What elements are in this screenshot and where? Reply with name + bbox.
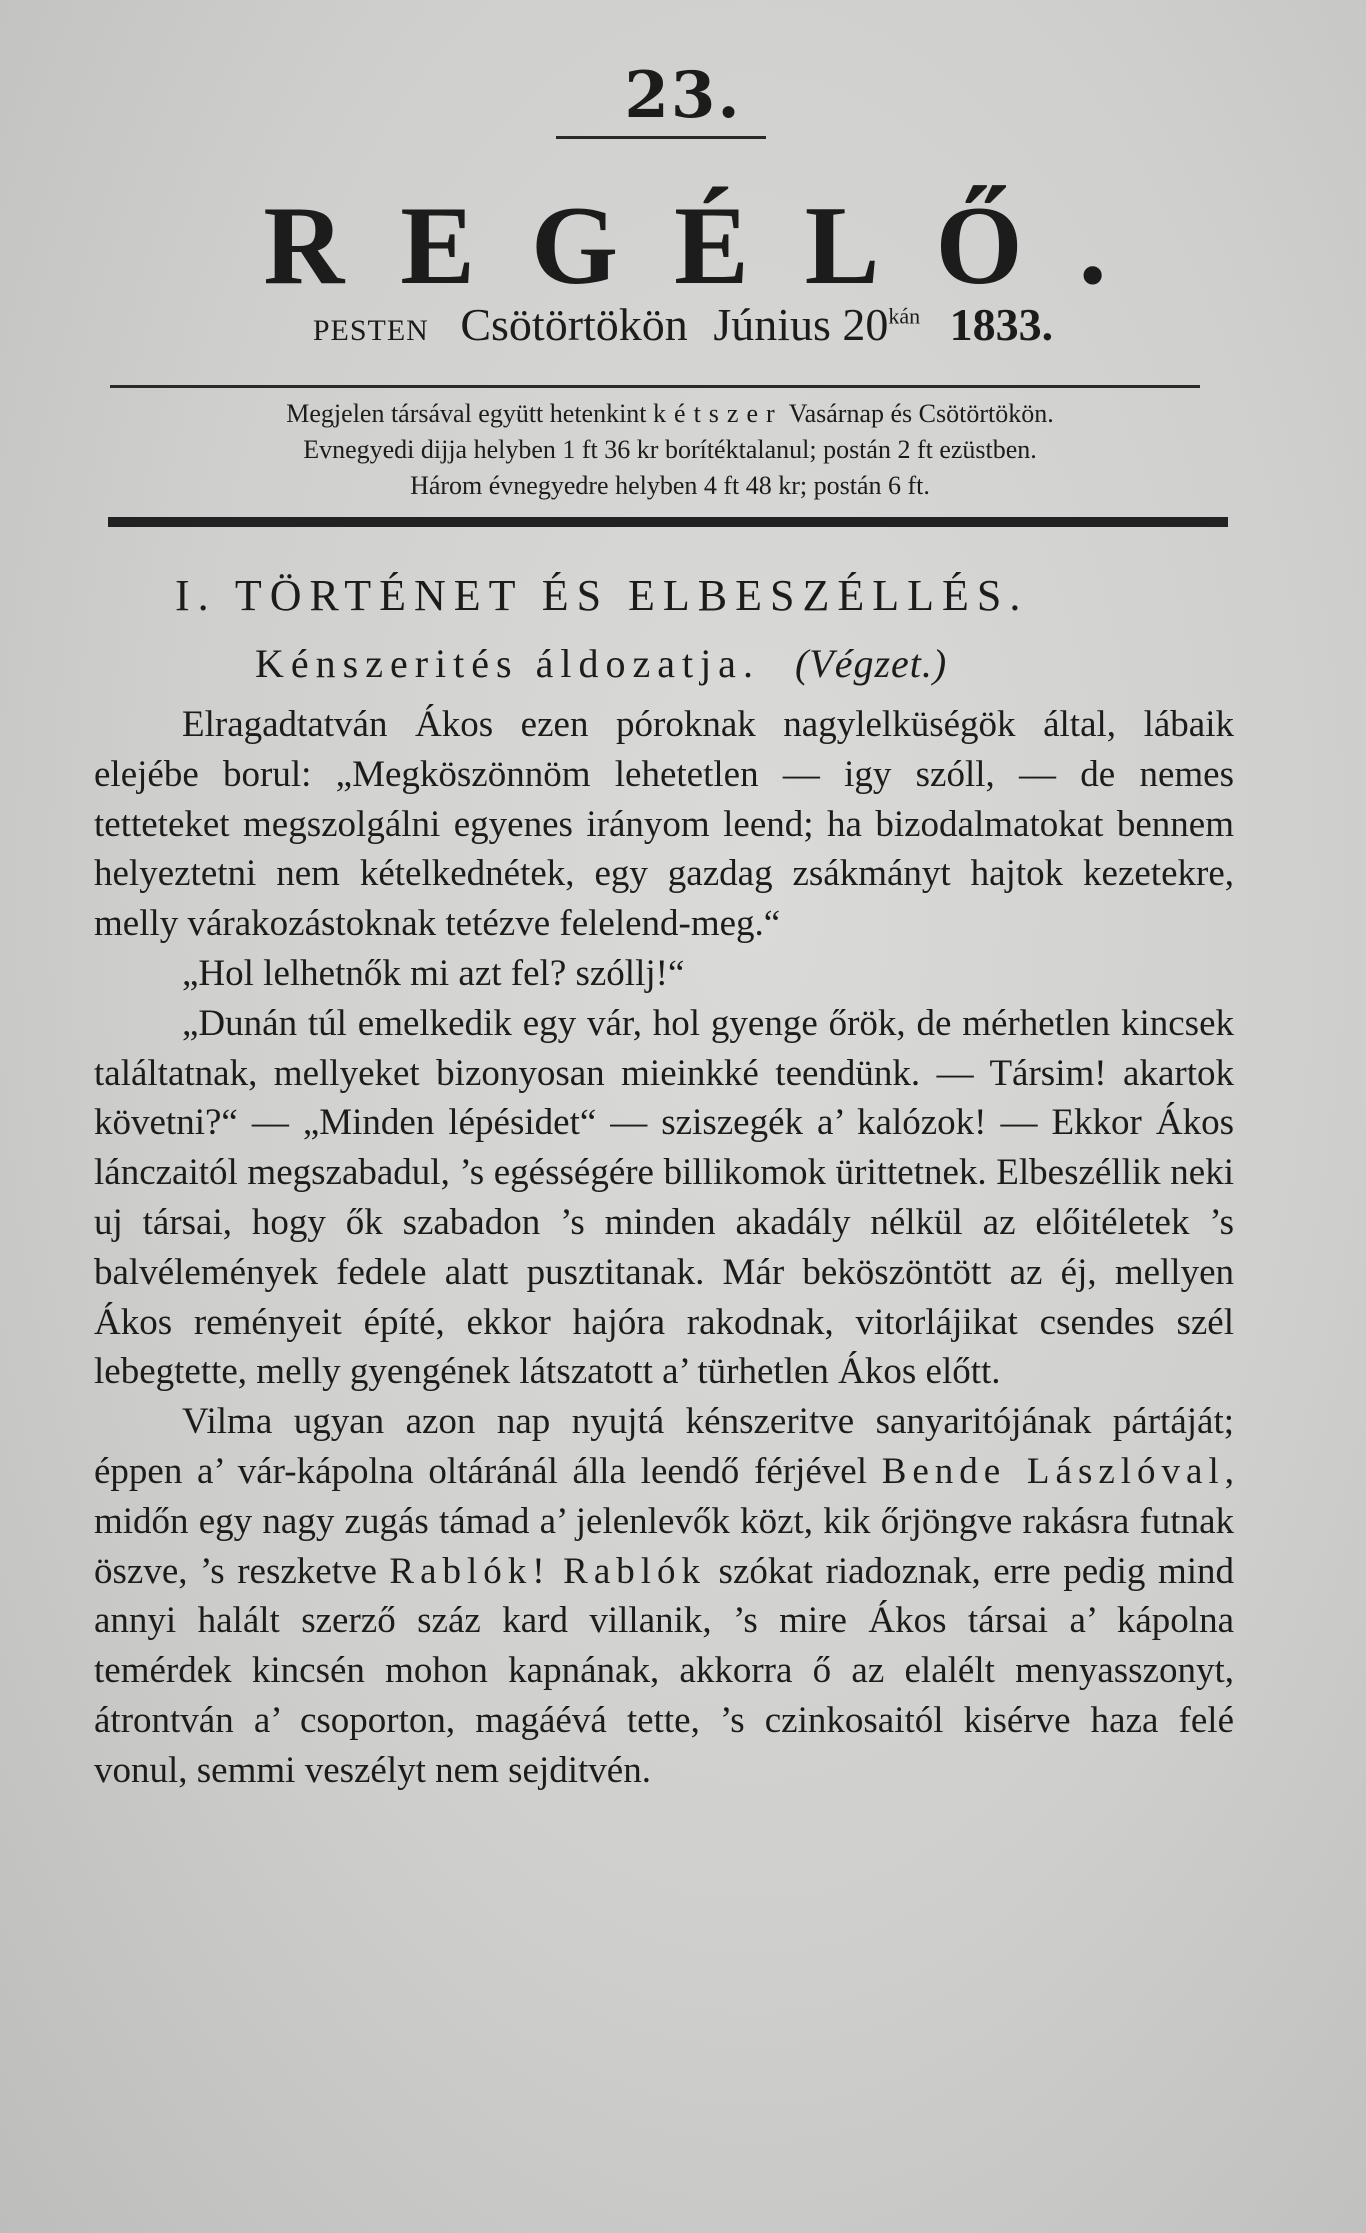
paragraph-4 xyxy=(94,1397,1234,1795)
paragraph-4-name: Bende Lászlóval xyxy=(881,1450,1225,1492)
issue-rule xyxy=(556,136,766,139)
story-status: (Végzet.) xyxy=(794,641,948,686)
issue-number: 23. xyxy=(624,58,742,133)
subscription-line-3: Három évnegyedre helyben 4 ft 48 kr; postán 6 ft. xyxy=(410,471,930,500)
paragraph-4-c: szókat riadoznak, erre pedig mind annyi halált szerző száz kard villanik, ’s mire Ákos társai a’ kápolna temérdek kincsén mohon kapnának, akkorra ő az elalélt menyasszonyt, átrontván a’ csoporton, magáévá tette, ’s czinkosaitól kisérve haza felé vonul, semmi veszélyt nem sejditvén. xyxy=(94,1550,1234,1791)
masthead-title: REGÉLŐ. xyxy=(263,184,1163,308)
dateline-year: 1833. xyxy=(949,299,1054,350)
dateline-date: Június 20 xyxy=(713,299,889,350)
dateline-date-suffix: kán xyxy=(888,303,921,329)
dateline-day: Csötörtökön xyxy=(460,299,688,350)
paragraph-4-b: , midőn egy nagy zugás támad a’ jelenlevők közt, kik őrjöngve rakásra futnak öszve, ’s reszketve xyxy=(94,1450,1235,1592)
paragraph-3: „Dunán túl emelkedik egy vár, hol gyenge őrök, de mérhetlen kincsek találtatnak, mellyeket bizonyosan mieinkké teendünk. — Társim! akartok követni?“ — „Minden lépésidet“ — sziszegék a’ kalózok! — Ekkor Ákos lánczaitól megszabadul, ’s egésségére billikomok ürittetnek. Elbeszéllik neki uj társai, hogy ők szabadon ’s minden akadály nélkül az előitéletek ’s balvélemények fedele alatt pusztitanak. Már beköszöntött az éj, mellyen Ákos reményeit építé, ekkor hajóra rakodnak, vitorlájikat csendes szél lebegtette, melly gyengének látszatott a’ türhetlen Ákos előtt. xyxy=(94,1002,1234,1393)
paragraph-4-a: Vilma ugyan azon nap nyujtá kénszeritve sanyaritójának pártáját; éppen a’ vár-kápolna oltáránál álla leendő férjével xyxy=(94,1401,1234,1492)
dateline-city: PESTEN xyxy=(312,314,429,347)
story-title xyxy=(255,640,1255,687)
subscription-line-1 xyxy=(110,398,1230,430)
paragraph-4-cry-1: Rablók! xyxy=(389,1550,551,1592)
section-heading: I. TÖRTÉNET ÉS ELBESZÉLLÉS. xyxy=(175,571,1029,620)
subscription-line-1-b: Vasárnap és Csötörtökön. xyxy=(788,399,1054,428)
subscription-line-1-spaced: kétszer xyxy=(653,399,783,428)
paragraph-1: Elragadtatván Ákos ezen póroknak nagylelküségök által, lábaik elejébe borul: „Megköszönnöm lehetetlen — igy szóll, — de nemes tetteteket megszolgálni egyenes irányom leend; ha bizodalmatokat bennem helyeztetni nem kételkednétek, egy gazdag zsákmányt hajtok kezetekre, melly várakozástoknak tetézve felelend-meg.“ xyxy=(94,704,1234,945)
dateline xyxy=(0,298,1366,351)
subscription-line-1-a: Megjelen társával együtt hetenkint xyxy=(286,399,647,428)
story-title-text: Kénszerités áldozatja. xyxy=(255,641,760,686)
header-rule-thin xyxy=(110,385,1200,388)
subscription-line-2: Evnegyedi dijja helyben 1 ft 36 kr borítéktalanul; postán 2 ft ezüstben. xyxy=(303,435,1037,464)
header-rule-thick xyxy=(108,517,1228,527)
article-body xyxy=(94,700,1234,1796)
paragraph-4-cry-2: Rablók xyxy=(563,1550,707,1592)
paragraph-2: „Hol lelhetnők mi azt fel? szóllj!“ xyxy=(182,952,685,994)
